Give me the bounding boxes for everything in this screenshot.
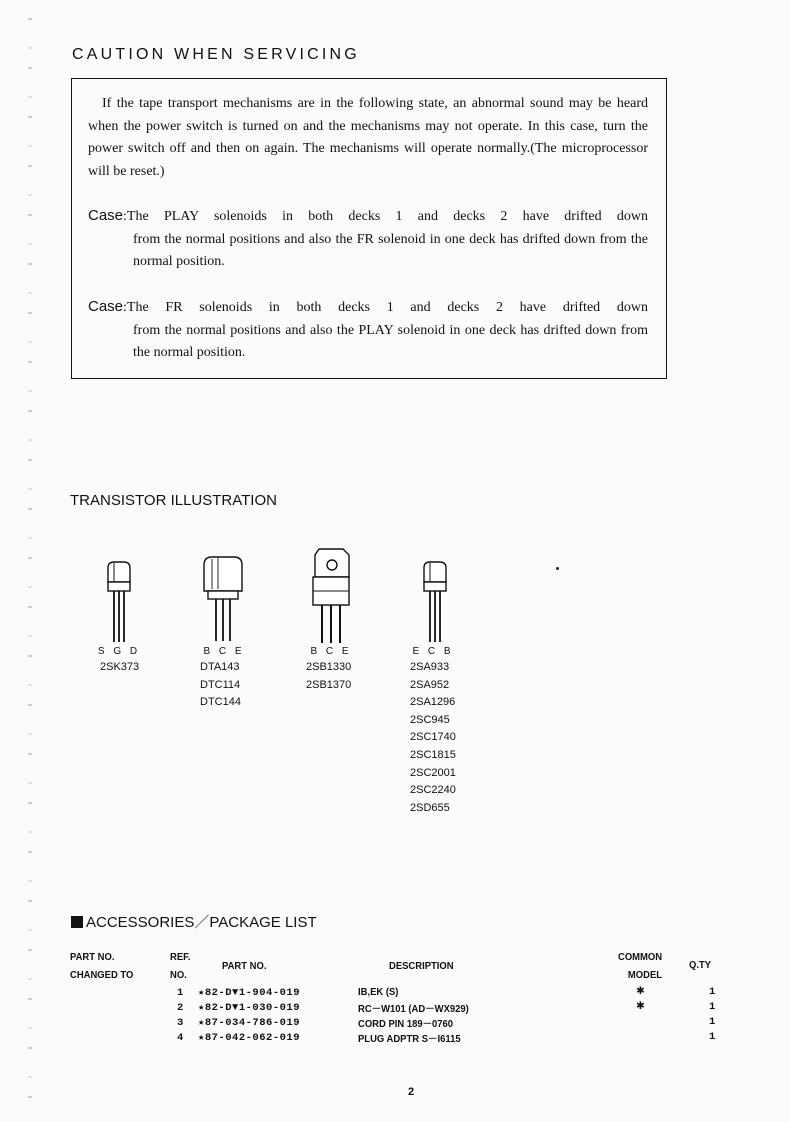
header-text: CHANGED TO <box>70 969 134 981</box>
row-common-mark: ✱ <box>636 1000 645 1012</box>
pin-labels: B C E <box>310 646 352 657</box>
row-description: RC－W101 (AD－WX929) <box>358 1003 469 1015</box>
row-ref: 1 <box>177 987 184 999</box>
header-text: COMMON <box>618 951 663 963</box>
to92l-transistor-icon <box>200 553 246 643</box>
transistor-heading: TRANSISTOR ILLUSTRATION <box>70 492 277 509</box>
row-qty: 1 <box>709 1031 716 1043</box>
row-part-no: ★87-034-786-019 <box>198 1017 301 1029</box>
header-ref <box>170 948 190 984</box>
part-number: 2SD655 <box>410 801 450 814</box>
header-description: DESCRIPTION <box>389 960 454 972</box>
part-number: 2SC2001 <box>410 766 456 779</box>
header-part-no: PART NO. <box>222 960 267 972</box>
row-part-no: ★82-D▼1-030-019 <box>198 1002 301 1014</box>
part-number: DTA143 <box>200 661 240 673</box>
part-number: 2SK373 <box>100 661 140 673</box>
part-number: 2SA952 <box>410 678 450 691</box>
row-ref: 2 <box>177 1002 184 1014</box>
header-text: REF. <box>170 951 191 963</box>
table-row <box>177 986 184 999</box>
case-1 <box>88 205 648 274</box>
table-row <box>177 1031 184 1044</box>
case-label: Case <box>88 207 124 224</box>
part-list <box>410 659 456 817</box>
row-part-no: ★82-D▼1-904-019 <box>198 987 301 999</box>
caution-box <box>71 78 667 379</box>
header-part-changed <box>70 948 133 984</box>
part-number: 2SA933 <box>410 661 450 673</box>
header-qty: Q.TY <box>689 959 712 971</box>
part-list <box>200 659 241 712</box>
part-list <box>306 659 351 694</box>
row-common-mark: ✱ <box>636 985 645 997</box>
table-row <box>177 1001 184 1014</box>
part-number: 2SC2240 <box>410 784 456 797</box>
accessories-heading <box>71 911 317 932</box>
part-number: 2SC1815 <box>410 748 456 761</box>
case-text-rest: from the normal positions and also the FR solenoid in one deck has drifted down from the normal position. <box>133 231 648 270</box>
row-description: IB,EK (S) <box>358 986 399 998</box>
pin-labels: E C B <box>412 646 454 657</box>
scan-edge-artifact <box>28 0 32 1122</box>
to220-transistor-icon <box>305 547 355 645</box>
caution-heading: CAUTION WHEN SERVICING <box>72 46 360 63</box>
part-list <box>100 659 139 677</box>
header-common-model <box>618 948 662 984</box>
case-text-rest: from the normal positions and also the PLAY solenoid in one deck has drifted down from the normal position. <box>133 322 648 361</box>
header-text: PART NO. <box>70 951 115 963</box>
page-number: 2 <box>408 1086 415 1098</box>
pin-labels: S G D <box>97 646 141 657</box>
case-2 <box>88 296 648 365</box>
caution-intro: If the tape transport mechanisms are in the following state, an abnormal sound may be heard when the power switch is turned on and the mechanisms may not operate. In this case, turn the power switch off and then on again. The mechanisms will operate normally.(The microprocessor will be reset.) <box>88 96 648 180</box>
row-part-no: ★87-042-062-019 <box>198 1032 301 1044</box>
part-number: 2SB1370 <box>306 678 352 691</box>
row-qty: 1 <box>709 1001 716 1013</box>
case-text-line1: :The PLAY solenoids in both decks 1 and decks 2 have drifted down <box>123 209 648 224</box>
accessories-heading-text: ACCESSORIES／PACKAGE LIST <box>86 914 317 931</box>
row-description: CORD PIN 189－0760 <box>358 1018 454 1030</box>
row-qty: 1 <box>709 1016 716 1028</box>
to92-transistor-icon <box>100 560 140 644</box>
row-qty: 1 <box>709 986 716 998</box>
row-ref: 3 <box>177 1017 184 1029</box>
header-text: NO. <box>170 969 187 981</box>
row-description: PLUG ADPTR S－I6115 <box>358 1033 461 1045</box>
case-text-line1: :The FR solenoids in both decks 1 and decks 2 have drifted down <box>123 300 648 315</box>
part-number: 2SB1330 <box>306 661 352 673</box>
table-row <box>177 1016 184 1029</box>
part-number: 2SC945 <box>410 713 450 726</box>
square-bullet-icon <box>71 916 83 928</box>
stray-dot <box>556 567 559 570</box>
to92-transistor-icon <box>416 560 456 644</box>
part-number: DTC144 <box>200 696 241 709</box>
row-ref: 4 <box>177 1032 184 1044</box>
pin-labels: B C E <box>203 646 245 657</box>
header-text: MODEL <box>627 969 663 981</box>
part-number: 2SA1296 <box>410 696 456 709</box>
case-label: Case <box>88 298 124 315</box>
part-number: DTC114 <box>200 678 241 691</box>
part-number: 2SC1740 <box>410 731 456 744</box>
